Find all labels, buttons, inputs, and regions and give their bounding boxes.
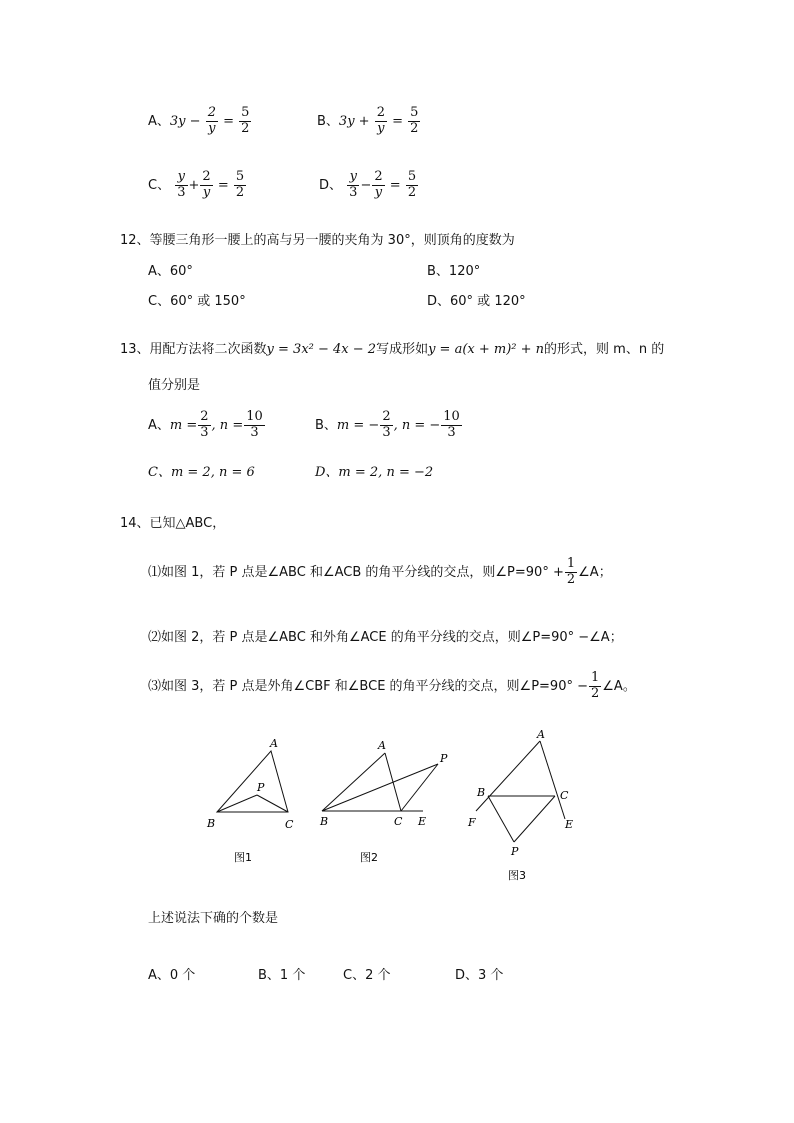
q14-question: 上述说法下确的个数是 [148,911,279,926]
denominator: 3 [250,424,259,440]
fig2-caption: 图2 [360,851,378,864]
denominator: y [377,120,385,136]
equals: = [389,177,401,193]
stem-text: 的形式，则 m、n 的 [544,342,665,357]
option-label: C、 [148,177,171,193]
fig2-label-e: E [418,815,427,828]
line-ae [540,741,565,819]
form-expr: y = a(x + m)² + n [428,342,545,357]
q12-option-c: C、60° 或 150° [148,294,246,309]
expr-part: 3y − [169,113,201,129]
fig3-label-c: C [560,789,569,802]
q14-statement-2: ⑵如图 2，若 P 点是∠ABC 和外角∠ACE 的角平分线的交点，则∠P=90° −∠A； [148,630,623,645]
bisector-bp [488,796,514,842]
stem-text: 13、用配方法将二次函数 [120,342,267,357]
q14-stem: 14、已知△ABC， [120,516,226,531]
expr-part: m = [169,417,198,433]
expr-part: , n = [211,417,244,433]
denominator: 3 [382,424,391,440]
fig3-label-p: P [511,845,519,858]
statement-text: ⑶如图 3，若 P 点是外角∠CBF 和∠BCE 的角平分线的交点，则∠P=90° − [148,678,588,694]
fig3-label-f: F [468,816,476,829]
stem-text: 写成形如 [376,342,429,357]
figure-2 [322,753,438,811]
fig3-caption: 图3 [508,869,526,882]
numerator: 10 [246,409,263,424]
fig1-caption: 图1 [234,851,252,864]
option-label: D、 [319,177,343,193]
q14-option-b: B、1 个 [258,968,306,983]
numerator: 10 [443,409,460,424]
numerator: 2 [200,409,209,424]
numerator: y [347,170,359,186]
option-label: B、 [317,113,339,129]
option-label: A、 [148,113,170,129]
numerator: 2 [202,169,211,184]
figure-1 [217,751,288,812]
option-label: A、 [148,417,170,433]
numerator: 5 [241,105,250,120]
denominator: 2 [235,184,245,200]
numerator: 5 [410,105,419,120]
operator: − [360,177,372,193]
fig1-label-c: C [285,818,294,831]
figure-3 [476,741,565,842]
bisector-cp [514,796,555,842]
expr-part: , n = − [393,417,441,433]
numerator: y [175,170,187,186]
denominator: 2 [591,685,600,701]
fig3-label-e: E [565,818,574,831]
expr-part: m = − [336,417,380,433]
denominator: 3 [349,184,358,200]
bisector-bp [322,764,438,811]
fig2-label-a: A [378,739,386,752]
q12-option-a: A、60° [148,264,193,279]
equals: = [223,113,235,129]
bisector-cp [257,795,288,812]
q13-stem-line2: 值分别是 [148,378,201,393]
numerator: 2 [376,105,385,120]
bisector-bp [217,795,257,812]
option-label: B、 [315,417,337,433]
numerator: 5 [235,169,245,184]
q12-option-d: D、60° 或 120° [427,294,526,309]
fig3-label-b: B [477,786,486,799]
statement-text: ∠A。 [602,678,636,694]
numerator: 2 [374,169,383,184]
line-af [476,741,540,811]
numerator: 2 [207,105,216,120]
denominator: 3 [177,184,186,200]
equals: = [217,177,229,193]
fig3-label-a: A [537,728,545,741]
q14-option-d: D、3 个 [455,968,504,983]
denominator: 2 [410,120,419,136]
fig2-label-c: C [394,815,403,828]
q12-stem: 12、等腰三角形一腰上的高与另一腰的夹角为 30°，则顶角的度数为 [120,233,515,248]
statement-text: ⑴如图 1，若 P 点是∠ABC 和∠ACB 的角平分线的交点，则∠P=90° + [148,564,564,580]
numerator: 5 [407,169,417,184]
fig1-label-a: A [270,737,278,750]
q13-option-c: C、m = 2, n = 6 [148,465,255,480]
fig1-label-b: B [207,817,216,830]
q12-option-b: B、120° [427,264,481,279]
fig2-label-p: P [440,752,448,765]
numerator: 1 [566,556,576,571]
side-ab [322,753,385,811]
q13-option-d: D、m = 2, n = −2 [315,465,434,480]
q14-option-c: C、2 个 [343,968,391,983]
denominator: 3 [447,424,456,440]
denominator: y [374,184,383,200]
denominator: y [208,120,216,136]
denominator: 2 [566,571,576,587]
triangle-abc [217,751,288,812]
fig2-label-b: B [320,815,329,828]
numerator: 2 [382,409,391,424]
function-expr: y = 3x² − 4x − 2 [266,342,377,357]
denominator: 2 [407,184,417,200]
numerator: 1 [591,670,600,685]
q14-option-a: A、0 个 [148,968,196,983]
equals: = [392,113,404,129]
denominator: 2 [241,120,250,136]
expr-part: 3y + [338,113,370,129]
denominator: 3 [200,424,209,440]
operator: + [188,177,200,193]
fig1-label-p: P [257,781,265,794]
denominator: y [202,184,211,200]
statement-text: ∠A； [578,564,612,580]
